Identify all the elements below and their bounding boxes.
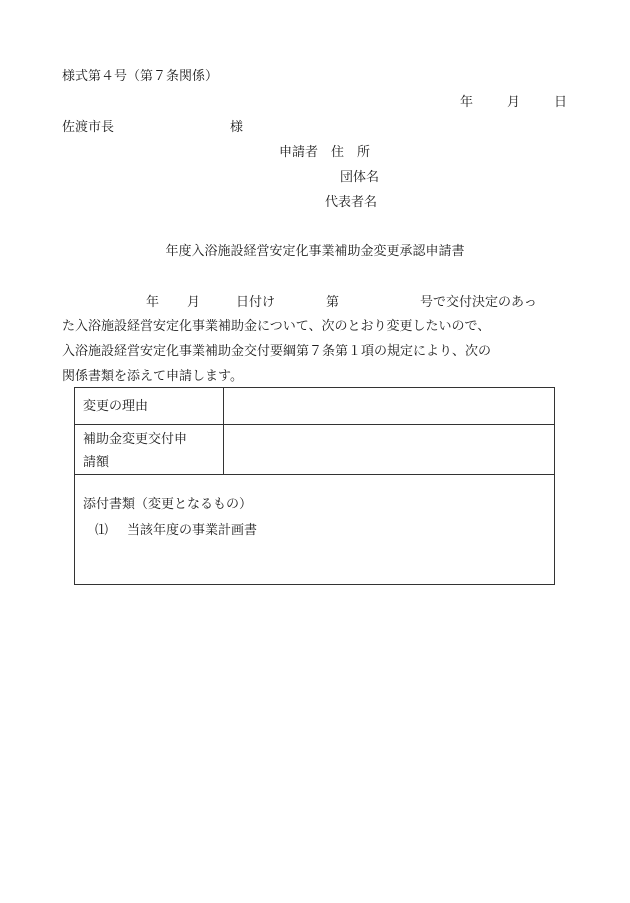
addressee-suffix: 様 bbox=[230, 120, 244, 135]
form-number: 様式第４号（第７条関係） bbox=[62, 69, 219, 84]
attachment-item-marker: ⑴ bbox=[95, 523, 109, 538]
body-day: 日付け bbox=[236, 295, 276, 310]
date-day: 日 bbox=[554, 95, 568, 110]
body-line-2: た入浴施設経営安定化事業補助金について、次のとおり変更したいので、 bbox=[62, 319, 491, 334]
body-month: 月 bbox=[187, 295, 201, 310]
reason-label: 変更の理由 bbox=[83, 399, 149, 414]
table-row-divider bbox=[75, 474, 554, 475]
table-row-divider bbox=[75, 424, 554, 425]
body-line-4: 関係書類を添えて申請します。 bbox=[62, 369, 243, 384]
addressee bbox=[62, 120, 244, 135]
table-column-divider bbox=[223, 388, 224, 474]
date-year: 年 bbox=[460, 95, 474, 110]
body-line1-rest: 号で交付決定のあっ bbox=[420, 295, 537, 310]
body-no-prefix: 第 bbox=[326, 295, 340, 310]
representative-label: 代表者名 bbox=[325, 195, 378, 210]
applicant-address-label: 申請者 住 所 bbox=[279, 145, 371, 160]
body-year: 年 bbox=[146, 295, 160, 310]
amount-label-line2: 請額 bbox=[83, 455, 110, 470]
org-name-label: 団体名 bbox=[340, 170, 380, 185]
document-title: 年度入浴施設経営安定化事業補助金変更承認申請書 bbox=[165, 244, 465, 259]
addressee-name: 佐渡市長 bbox=[62, 120, 115, 135]
date-month: 月 bbox=[507, 95, 521, 110]
application-table bbox=[74, 387, 555, 585]
amount-label-line1: 補助金変更交付申 bbox=[83, 432, 188, 447]
attachment-item-text: 当該年度の事業計画書 bbox=[127, 523, 258, 538]
date-line bbox=[460, 96, 567, 109]
attachments-heading: 添付書類（変更となるもの） bbox=[83, 497, 253, 512]
body-line-3: 入浴施設経営安定化事業補助金交付要綱第７条第１項の規定により、次の bbox=[62, 344, 492, 359]
